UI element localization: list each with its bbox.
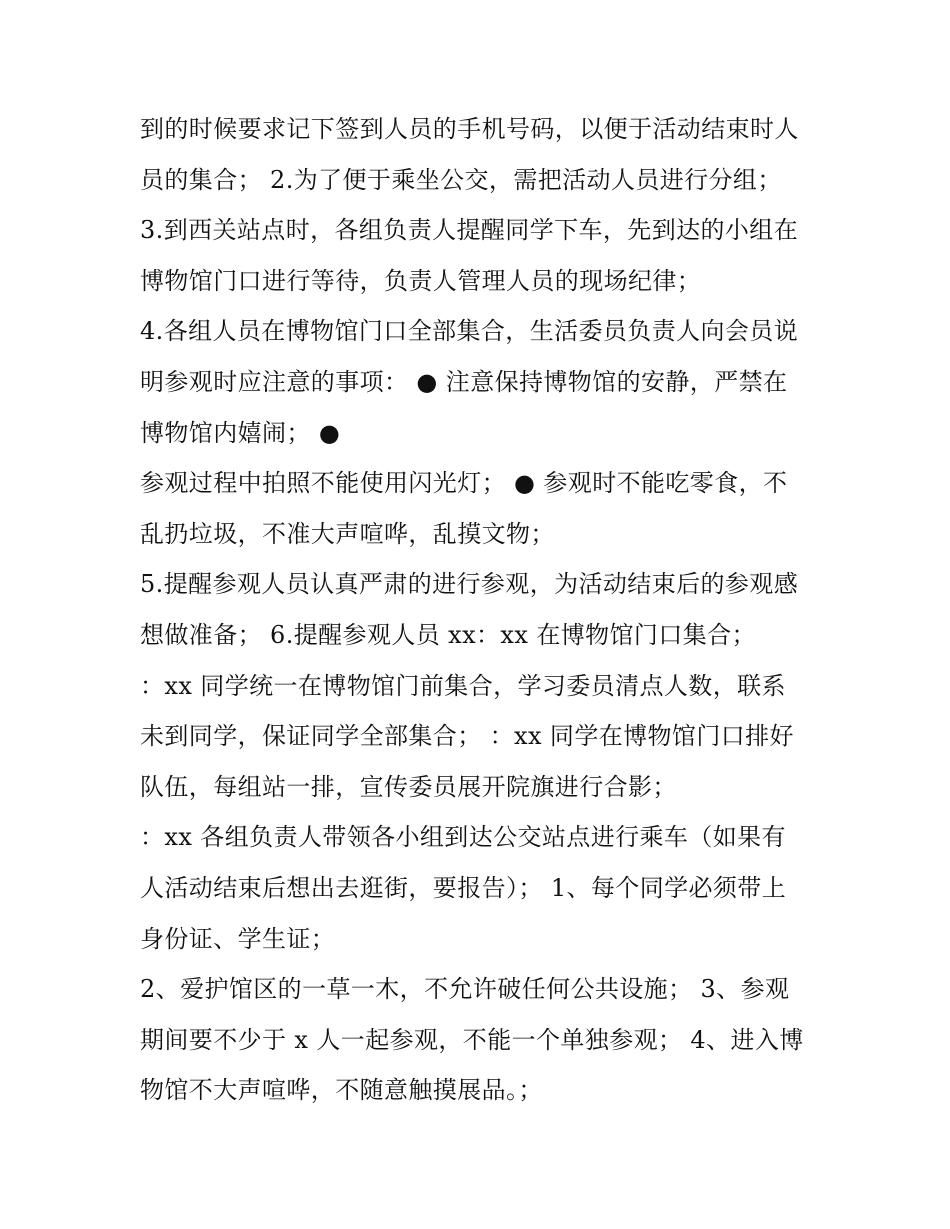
text-line: 博物馆门口进行等待，负责人管理人员的现场纪律； xyxy=(140,266,702,295)
text-line: 队伍，每组站一排，宣传委员展开院旗进行合影； xyxy=(140,772,677,801)
text-line: 5.提醒参观人员认真严肃的进行参观，为活动结束后的参观感 xyxy=(140,570,799,599)
body-text xyxy=(140,104,830,1116)
text-line: 想做准备； 6.提醒参观人员 xx：xx 在博物馆门口集合； xyxy=(140,620,756,649)
text-line: ：xx 同学统一在博物馆门前集合，学习委员清点人数，联系 xyxy=(140,671,786,700)
text-line: 明参观时应注意的事项： ● 注意保持博物馆的安静，严禁在 xyxy=(140,367,788,396)
text-line: 乱扔垃圾，不准大声喧哗，乱摸文物； xyxy=(140,519,555,548)
text-line: 参观过程中拍照不能使用闪光灯； ● 参观时不能吃零食，不 xyxy=(140,469,788,498)
text-line: 3.到西关站点时，各组负责人提醒同学下车，先到达的小组在 xyxy=(140,216,799,245)
text-line: ：xx 各组负责人带领各小组到达公交站点进行乘车（如果有 xyxy=(140,823,786,852)
text-line: 未到同学，保证同学全部集合； ：xx 同学在博物馆门口排好 xyxy=(140,722,794,751)
text-line: 期间要不少于 x 人一起参观，不能一个单独参观； 4、进入博 xyxy=(140,1025,804,1054)
text-line: 员的集合； 2.为了便于乘坐公交，需把活动人员进行分组； xyxy=(140,165,782,194)
text-line: 物馆不大声喧哗，不随意触摸展品。； xyxy=(140,1076,543,1105)
text-line: 人活动结束后想出去逛街，要报告）； 1、每个同学必须带上 xyxy=(140,873,787,902)
text-line: 2、爱护馆区的一草一木，不允许破任何公共设施； 3、参观 xyxy=(140,975,790,1004)
text-line: 到的时候要求记下签到人员的手机号码，以便于活动结束时人 xyxy=(140,115,799,143)
text-line: 4.各组人员在博物馆门口全部集合，生活委员负责人向会员说 xyxy=(140,317,799,346)
text-line: 博物馆内嬉闹； ● xyxy=(140,418,341,447)
text-line: 身份证、学生证； xyxy=(140,924,336,953)
